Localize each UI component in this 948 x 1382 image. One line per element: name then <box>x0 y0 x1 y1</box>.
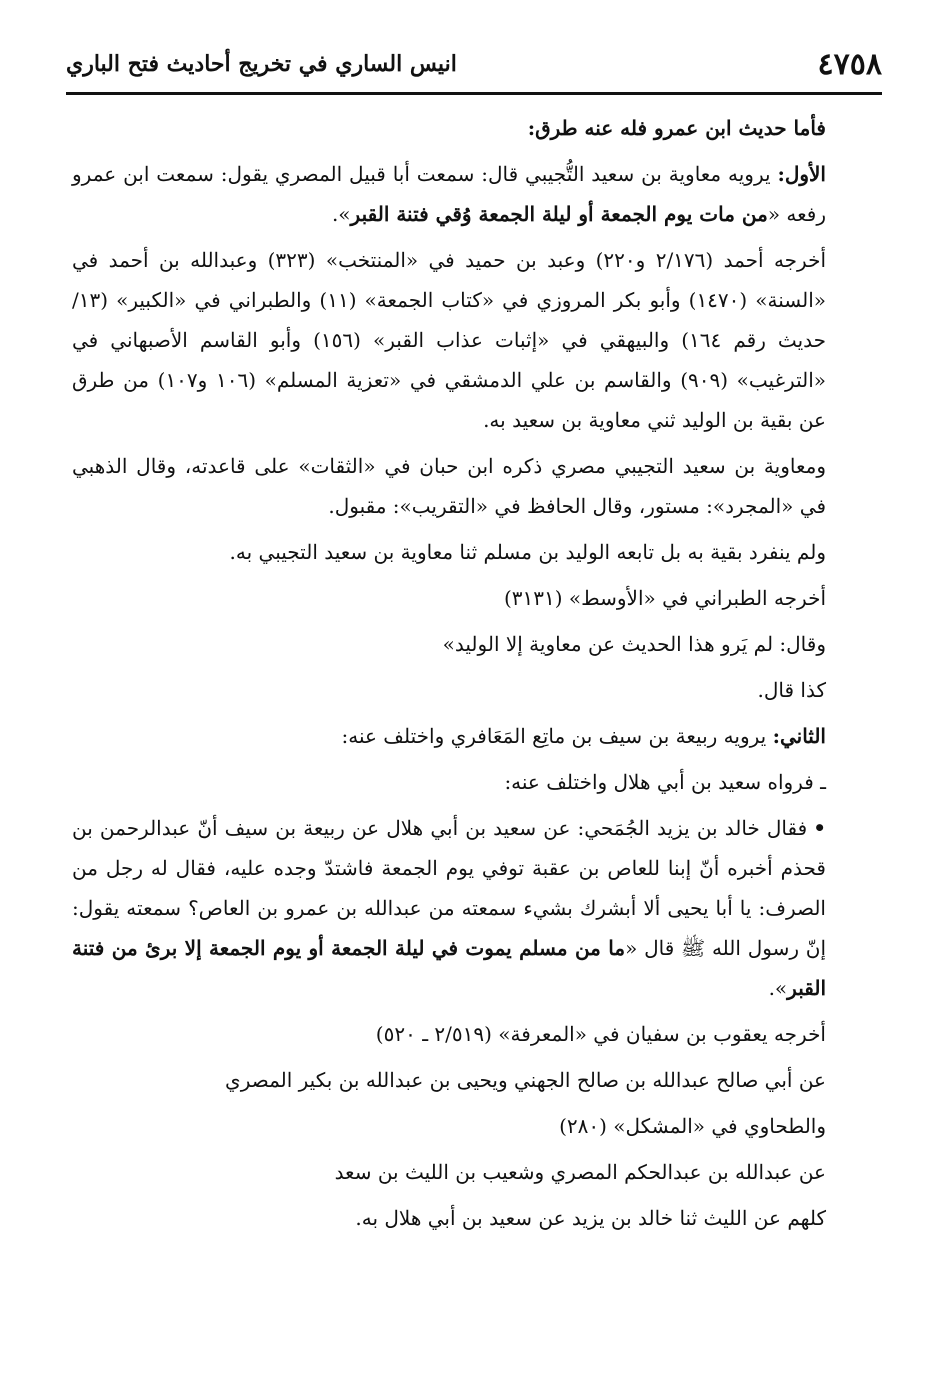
paragraph-tabarani-comment: وقال: لم يَرو هذا الحديث عن معاوية إلا الوليد» <box>442 632 826 656</box>
paragraph-takhrij-2: أخرجه الطبراني في «الأوسط» (٣١٣١) <box>503 586 826 610</box>
section-heading: فأما حديث ابن عمرو فله عنه طرق: <box>527 116 826 140</box>
paragraph-takhrij-4: والطحاوي في «المشكل» (٢٨٠) <box>559 1114 826 1138</box>
paragraph-second-route <box>72 716 826 756</box>
label-first: الأول: <box>777 162 826 186</box>
paragraph-narrator-grading: ومعاوية بن سعيد التجيبي مصري ذكره ابن حبان في «الثقات» على قاعدته، وقال الذهبي في «المجرد»: مستور، وقال الحافظ في «التقريب»: مقبول. <box>72 454 826 518</box>
paragraph-first-route <box>72 154 826 234</box>
paragraph-takhrij-3: أخرجه يعقوب بن سفيان في «المعرفة» (٢/٥١٩ ـ ٥٢٠) <box>375 1022 826 1046</box>
paragraph-isnad-3: كلهم عن الليث ثنا خالد بن يزيد عن سعيد بن أبي هلال به. <box>355 1206 826 1230</box>
book-title: انيس الساري في تخريج أحاديث فتح الباري <box>66 51 457 77</box>
paragraph-mutabaah: ولم ينفرد بقية به بل تابعه الوليد بن مسلم ثنا معاوية بن سعيد التجيبي به. <box>229 540 826 564</box>
paragraph-said-route: ـ فرواه سعيد بن أبي هلال واختلف عنه: <box>504 770 826 794</box>
text-khalid: فقال خالد بن يزيد الجُمَحي: عن سعيد بن أبي هلال عن ربيعة بن سيف أنّ عبدالرحمن بن قحذم أخبره أنّ إبنا للعاص بن عقبة توفي يوم الجمعة فاشتدّ وجده عليه، فقال له رجل من الصرف: يا أبا يحيى ألا أبشرك بشيء سمعته من عبدالله بن عمرو بن العاص؟ سمعته يقول: إنّ رسول الله ﷺ قال « <box>72 816 826 960</box>
page-body <box>72 108 826 1244</box>
paragraph-isnad-1: عن أبي صالح عبدالله بن صالح الجهني ويحيى بن عبدالله بن بكير المصري <box>225 1068 826 1092</box>
page-number: ٤٧٥٨ <box>817 46 882 82</box>
hadith-text-second: ما من مسلم يموت في ليلة الجمعة أو يوم الجمعة إلا برئ من فتنة القبر <box>72 936 826 1000</box>
paragraph-isnad-2: عن عبدالله بن عبدالحكم المصري وشعيب بن الليث بن سعد <box>334 1160 826 1184</box>
bullet-icon: • <box>813 816 826 840</box>
page-header <box>66 38 882 90</box>
hadith-text-first: من مات يوم الجمعة أو ليلة الجمعة وُقي فتنة القبر <box>350 202 768 226</box>
header-rule <box>66 92 882 95</box>
label-second: الثاني: <box>772 724 826 748</box>
quote-close-second: ». <box>768 976 788 1000</box>
paragraph-khalid-route <box>72 808 826 1008</box>
paragraph-takhrij-1: أخرجه أحمد (٢/١٧٦ و٢٢٠) وعبد بن حميد في «المنتخب» (٣٢٣) وعبدالله بن أحمد في «السنة» (١٤٧٠) وأبو بكر المروزي في «كتاب الجمعة» (١١) والطبراني في «الكبير» (١٣/حديث رقم ١٦٤) والبيهقي في «إثبات عذاب القبر» (١٥٦) وأبو القاسم الأصبهاني في «الترغيب» (٩٠٩) والقاسم بن علي الدمشقي في «تعزية المسلم» (١٠٦ و١٠٧) من طرق عن بقية بن الوليد ثني معاوية بن سعيد به. <box>72 248 826 432</box>
paragraph-kadha-qal: كذا قال. <box>757 678 826 702</box>
quote-close-first: ». <box>331 202 351 226</box>
text-second: يرويه ربيعة بن سيف بن ماتِع المَعَافري واختلف عنه: <box>341 724 773 748</box>
text-first: يرويه معاوية بن سعيد التُّجيبي قال: سمعت أبا قبيل المصري يقول: سمعت ابن عمرو رفعه « <box>72 162 826 226</box>
